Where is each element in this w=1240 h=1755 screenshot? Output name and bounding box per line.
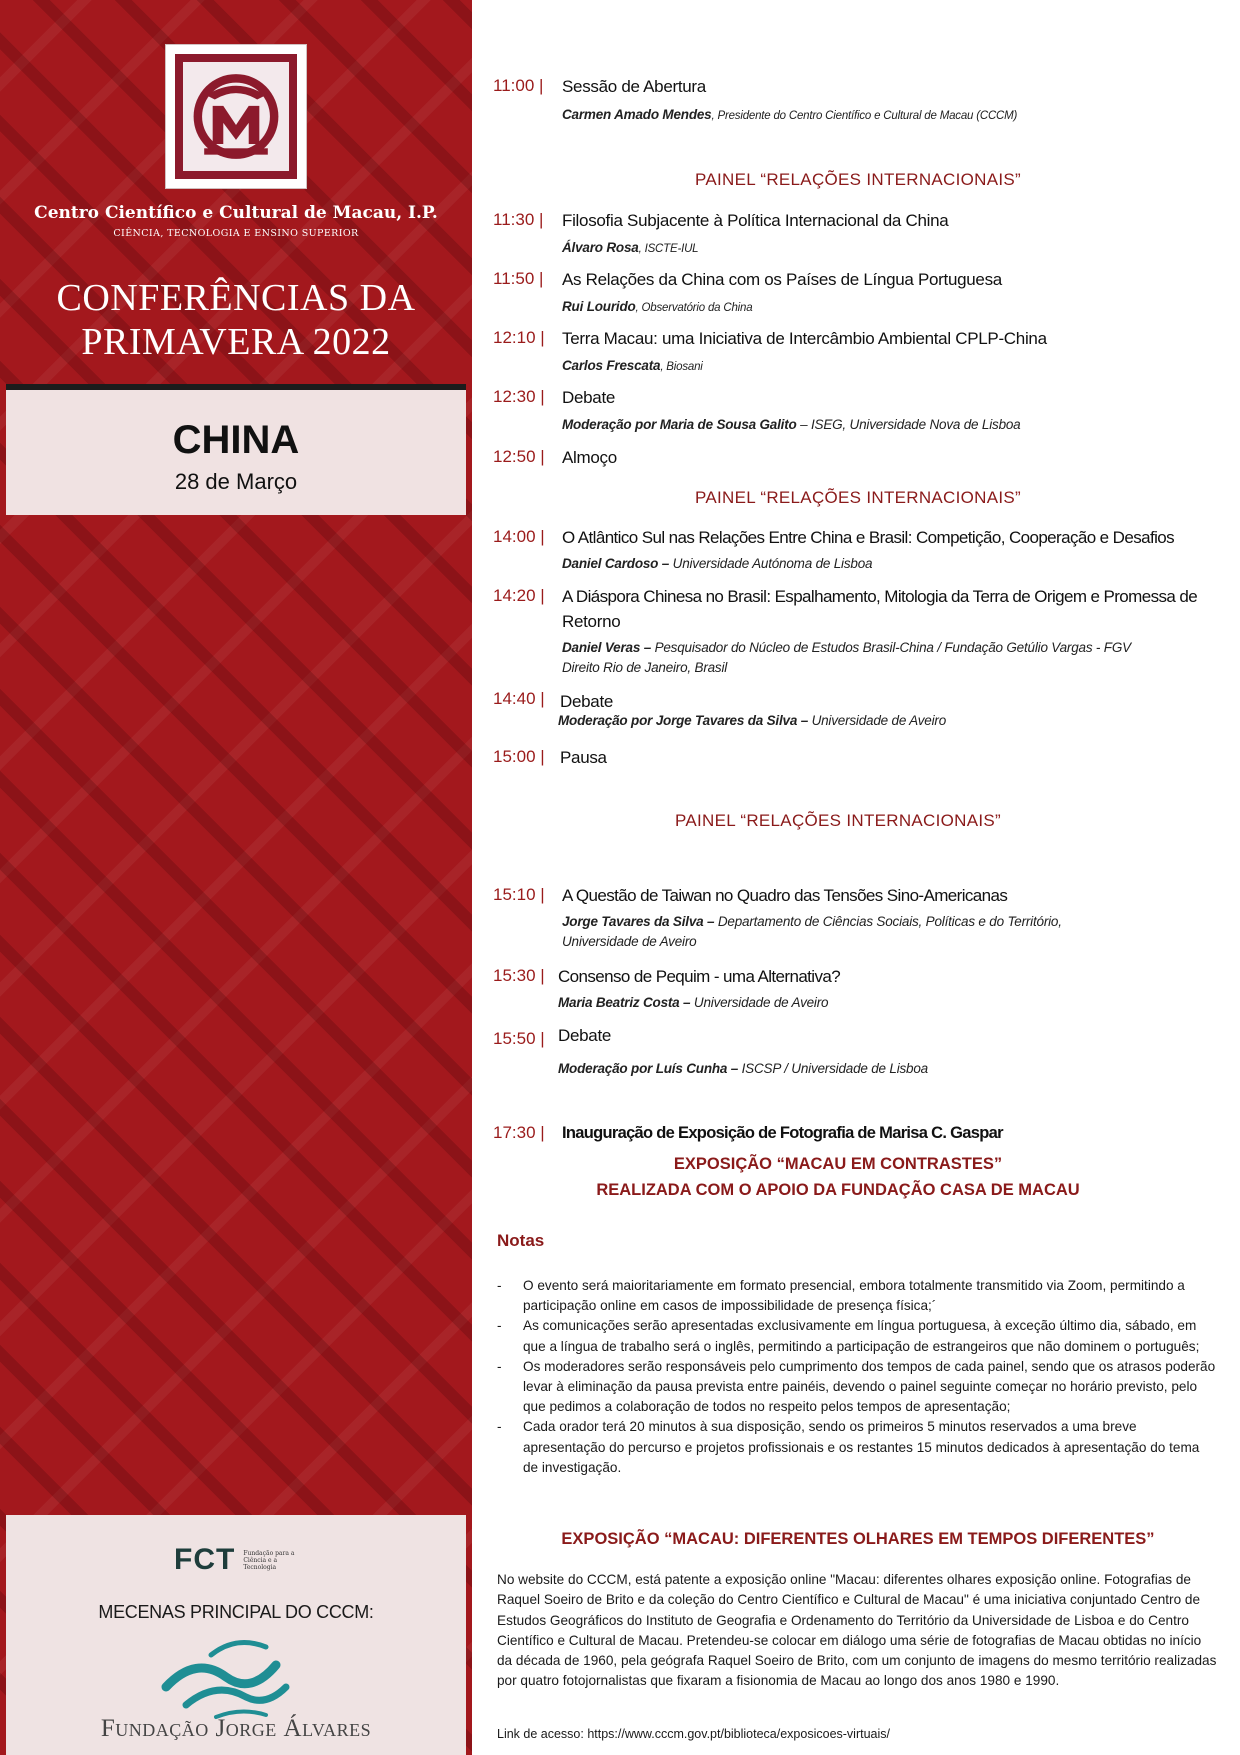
session-speaker: Maria Beatriz Costa – Universidade de Aveiro <box>558 995 829 1010</box>
session-time: 15:50 | <box>493 1029 545 1048</box>
session-time: 14:20 | <box>493 586 545 605</box>
session-speaker: Carmen Amado Mendes, Presidente do Centro Científico e Cultural de Macau (CCCM) <box>562 107 1018 122</box>
sponsor-label: MECENAS PRINCIPAL DO CCCM: <box>98 1602 374 1622</box>
session-topic: As Relações da China com os Países de Língua Portuguesa <box>562 270 1002 289</box>
note-item: - As comunicações serão apresentadas exclusivamente em língua portuguesa, à exceção último dia, sábado, em que a língua de trabalho será o inglês, permitindo a participação de estrangeiros que não dominem o português; <box>497 1316 1217 1356</box>
session-time: 15:00 | <box>493 747 545 766</box>
fct-logo <box>174 1543 303 1577</box>
institution-tagline: CIÊNCIA, TECNOLOGIA E ENSINO SUPERIOR <box>113 228 359 239</box>
session-topic: Terra Macau: uma Iniciativa de Intercâmbio Ambiental CPLP-China <box>562 329 1047 348</box>
session-topic: Inauguração de Exposição de Fotografia de Marisa C. Gaspar <box>562 1124 1003 1142</box>
session-speaker-line2: Universidade de Aveiro <box>562 934 697 949</box>
session-topic: Filosofia Subjacente à Política Internacional da China <box>562 211 949 230</box>
conference-date: 28 de Março <box>174 469 298 494</box>
online-exhibition-text: No website do CCCM, está patente a exposição online "Macau: diferentes olhares exposição online. Fotografias de Raquel Soeiro de Brito e da coleção do Centro Científico e Cultural de Macau" é uma iniciativa conjuntado Centro de Estudos Geográficos do Instituto de Geografia e Ordenamento do Território da Universidade de Lisboa e do Centro Científico e Cultural de Macau. Pretendeu-se colocar em diálogo uma série de fotografias de Macau obtidas no início da década de 1960, pela geógrafa Raquel Soeiro de Brito, com um conjunto de imagens do mesmo território realizadas por quatro fotojornalistas que fixaram a fisionomia de Macau ao longo dos anos 1980 e 1990. <box>497 1572 1217 1689</box>
notes-title: Notas <box>497 1231 545 1250</box>
session-time: 11:00 | <box>493 76 544 95</box>
institution-name: Centro Científico e Cultural de Macau, I.P. <box>34 203 438 223</box>
topic-title: CHINA <box>172 418 300 462</box>
session-topic: Consenso de Pequim - uma Alternativa? <box>558 967 841 986</box>
panel-heading: PAINEL “RELAÇÕES INTERNACIONAIS” <box>674 811 1002 830</box>
left-banner <box>0 0 472 1755</box>
session-speaker: Moderação por Jorge Tavares da Silva – Universidade de Aveiro <box>558 713 946 728</box>
cccm-m-emblem-icon <box>175 54 297 179</box>
session-time: 15:10 | <box>493 885 545 904</box>
session-topic: Almoço <box>562 448 617 467</box>
conference-title-line1: CONFERÊNCIAS DA <box>56 277 416 319</box>
session-time: 17:30 | <box>493 1123 545 1142</box>
session-topic-line1: A Diáspora Chinesa no Brasil: Espalhamento, Mitologia da Terra de Origem e Promessa de <box>562 587 1198 606</box>
session-time: 12:10 | <box>493 328 545 347</box>
note-item: - O evento será maioritariamente em formato presencial, embora totalmente transmitido via Zoom, permitindo a participação online em casos de impossibilidade de presença física;´ <box>497 1276 1217 1316</box>
session-speaker: Rui Lourido, Observatório da China <box>562 299 753 314</box>
session-time: 11:50 | <box>493 269 544 288</box>
session-topic: Pausa <box>560 748 607 767</box>
session-speaker: Daniel Cardoso – Universidade Autónoma de Lisboa <box>562 556 873 571</box>
online-exhibition-title: EXPOSIÇÃO “MACAU: DIFERENTES OLHARES EM TEMPOS DIFERENTES” <box>561 1530 1155 1548</box>
note-item: - Cada orador terá 20 minutos à sua disposição, sendo os primeiros 5 minutos reservados a uma breve apresentação do percurso e projetos profissionais e os restantes 15 minutos dedicados à apresentação do tema de investigação. <box>497 1417 1217 1478</box>
fct-logo-subtitle: Fundação para a Ciência e a Tecnologia <box>243 1549 295 1571</box>
session-time: 14:00 | <box>493 527 545 546</box>
session-speaker-line2: Direito Rio de Janeiro, Brasil <box>562 660 728 675</box>
conference-title-line2: PRIMAVERA 2022 <box>81 321 391 363</box>
notes-list <box>497 1276 1217 1478</box>
waves-logo-icon <box>156 1625 296 1725</box>
note-item: - Os moderadores serão responsáveis pelo cumprimento dos tempos de cada painel, sendo que os atrasos poderão levar à eliminação da pausa prevista entre painéis, devendo o painel seguinte começar no horário previsto, pelo que pedimos a colaboração de todos no respeito pelos tempos de apresentação; <box>497 1357 1217 1418</box>
session-speaker: Daniel Veras – Pesquisador do Núcleo de Estudos Brasil-China / Fundação Getúlio Vargas - FGV <box>562 640 1131 655</box>
session-topic: A Questão de Taiwan no Quadro das Tensões Sino-Americanas <box>562 886 1008 905</box>
session-topic: O Atlântico Sul nas Relações Entre China e Brasil: Competição, Cooperação e Desafios <box>562 528 1175 547</box>
session-speaker: Moderação por Maria de Sousa Galito – ISEG, Universidade Nova de Lisboa <box>562 417 1021 432</box>
panel-heading: PAINEL “RELAÇÕES INTERNACIONAIS” <box>694 488 1022 507</box>
session-time: 11:30 | <box>493 210 544 229</box>
session-topic-line2: Retorno <box>562 612 621 631</box>
session-topic: Debate <box>560 692 614 711</box>
session-topic: Sessão de Abertura <box>562 77 706 96</box>
cccm-logo <box>165 44 307 189</box>
session-time: 12:30 | <box>493 387 545 406</box>
fja-logo-name: Fundação Jorge Álvares <box>100 1715 372 1742</box>
session-speaker: Álvaro Rosa, ISCTE-IUL <box>562 240 699 255</box>
session-time: 12:50 | <box>493 447 545 466</box>
fct-logo-word: FCT <box>174 1543 236 1576</box>
exhibition-support: REALIZADA COM O APOIO DA FUNDAÇÃO CASA DE MACAU <box>596 1181 1080 1199</box>
program-column <box>493 0 1223 1755</box>
session-speaker: Jorge Tavares da Silva – Departamento de Ciências Sociais, Políticas e do Território, <box>562 914 1062 929</box>
exhibition-heading: EXPOSIÇÃO “MACAU EM CONTRASTES” <box>673 1155 1003 1173</box>
session-speaker: Carlos Frescata, Biosani <box>562 358 703 373</box>
session-time: 14:40 | <box>493 689 545 708</box>
sponsor-panel <box>6 1515 466 1755</box>
access-link[interactable]: Link de acesso: https://www.cccm.gov.pt/biblioteca/exposicoes-virtuais/ <box>497 1727 890 1741</box>
session-topic: Debate <box>558 1026 612 1045</box>
session-time: 15:30 | <box>493 966 545 985</box>
conference-title <box>0 276 472 364</box>
session-topic: Debate <box>562 388 616 407</box>
topic-panel <box>6 384 466 515</box>
panel-heading: PAINEL “RELAÇÕES INTERNACIONAIS” <box>694 170 1022 189</box>
session-speaker: Moderação por Luís Cunha – ISCSP / Universidade de Lisboa <box>558 1061 928 1076</box>
